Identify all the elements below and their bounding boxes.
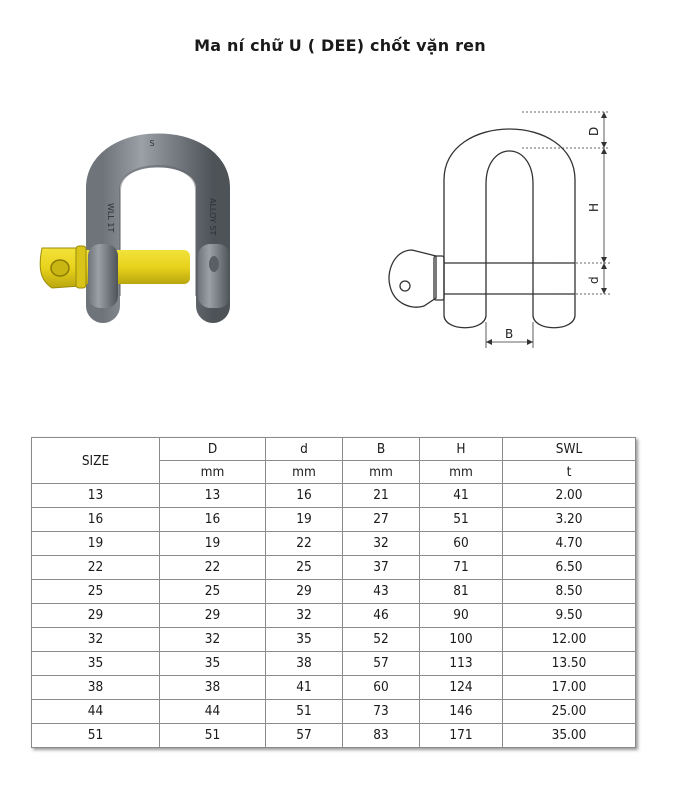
cell-SWL: 25.00 xyxy=(503,700,636,724)
cell-H: 90 xyxy=(420,604,503,628)
cell-D: 25 xyxy=(160,580,266,604)
table-row xyxy=(32,484,636,508)
header-SWL: SWL xyxy=(503,438,636,461)
cell-B: 27 xyxy=(343,508,420,532)
cell-SWL: 4.70 xyxy=(503,532,636,556)
table-row xyxy=(32,508,636,532)
header-size: SIZE xyxy=(32,438,160,484)
cell-d: 32 xyxy=(266,604,343,628)
table-row xyxy=(32,580,636,604)
cell-H: 41 xyxy=(420,484,503,508)
page-title: Ma ní chữ U ( DEE) chốt vặn ren xyxy=(194,36,486,55)
cell-size: 44 xyxy=(32,700,160,724)
cell-size: 35 xyxy=(32,652,160,676)
cell-D: 22 xyxy=(160,556,266,580)
dim-label-d: d xyxy=(587,276,601,284)
cell-D: 29 xyxy=(160,604,266,628)
cell-SWL: 17.00 xyxy=(503,676,636,700)
cell-H: 81 xyxy=(420,580,503,604)
cell-d: 22 xyxy=(266,532,343,556)
cell-D: 38 xyxy=(160,676,266,700)
cell-size: 22 xyxy=(32,556,160,580)
cell-D: 19 xyxy=(160,532,266,556)
cell-H: 71 xyxy=(420,556,503,580)
cell-B: 37 xyxy=(343,556,420,580)
cell-D: 51 xyxy=(160,724,266,748)
cell-H: 51 xyxy=(420,508,503,532)
header-D: D xyxy=(160,438,266,461)
cell-d: 35 xyxy=(266,628,343,652)
cell-SWL: 12.00 xyxy=(503,628,636,652)
cell-d: 19 xyxy=(266,508,343,532)
cell-D: 16 xyxy=(160,508,266,532)
bow-mark-right: ALLOY 5T xyxy=(208,198,217,236)
table-row xyxy=(32,700,636,724)
table-row xyxy=(32,652,636,676)
specification-table xyxy=(31,437,636,748)
dim-label-D: D xyxy=(587,126,601,136)
cell-B: 43 xyxy=(343,580,420,604)
table-row xyxy=(32,532,636,556)
table-row xyxy=(32,628,636,652)
cell-H: 124 xyxy=(420,676,503,700)
unit-B: mm xyxy=(343,461,420,484)
cell-H: 171 xyxy=(420,724,503,748)
table-row xyxy=(32,724,636,748)
cell-size: 19 xyxy=(32,532,160,556)
cell-B: 52 xyxy=(343,628,420,652)
cell-size: 29 xyxy=(32,604,160,628)
cell-size: 51 xyxy=(32,724,160,748)
cell-size: 16 xyxy=(32,508,160,532)
cell-H: 113 xyxy=(420,652,503,676)
cell-d: 29 xyxy=(266,580,343,604)
unit-D: mm xyxy=(160,461,266,484)
cell-SWL: 35.00 xyxy=(503,724,636,748)
cell-B: 60 xyxy=(343,676,420,700)
cell-H: 100 xyxy=(420,628,503,652)
unit-H: mm xyxy=(420,461,503,484)
header-H: H xyxy=(420,438,503,461)
cell-B: 57 xyxy=(343,652,420,676)
bow-mark-left: WLL 1T xyxy=(106,203,115,233)
cell-d: 51 xyxy=(266,700,343,724)
cell-SWL: 8.50 xyxy=(503,580,636,604)
table-row xyxy=(32,604,636,628)
shackle-dimension-drawing xyxy=(372,100,622,370)
cell-B: 73 xyxy=(343,700,420,724)
header-d: d xyxy=(266,438,343,461)
table-row xyxy=(32,676,636,700)
cell-B: 83 xyxy=(343,724,420,748)
table-header-row xyxy=(32,438,636,461)
cell-d: 57 xyxy=(266,724,343,748)
bow-mark-s: S xyxy=(149,139,155,148)
cell-d: 41 xyxy=(266,676,343,700)
cell-B: 21 xyxy=(343,484,420,508)
cell-H: 146 xyxy=(420,700,503,724)
header-B: B xyxy=(343,438,420,461)
cell-SWL: 2.00 xyxy=(503,484,636,508)
cell-d: 16 xyxy=(266,484,343,508)
dim-label-H: H xyxy=(587,202,601,212)
cell-SWL: 13.50 xyxy=(503,652,636,676)
cell-d: 25 xyxy=(266,556,343,580)
cell-SWL: 6.50 xyxy=(503,556,636,580)
cell-D: 35 xyxy=(160,652,266,676)
table-body xyxy=(32,484,636,748)
table-row xyxy=(32,556,636,580)
cell-D: 32 xyxy=(160,628,266,652)
unit-d: mm xyxy=(266,461,343,484)
cell-H: 60 xyxy=(420,532,503,556)
cell-size: 32 xyxy=(32,628,160,652)
cell-size: 25 xyxy=(32,580,160,604)
cell-D: 44 xyxy=(160,700,266,724)
cell-D: 13 xyxy=(160,484,266,508)
cell-d: 38 xyxy=(266,652,343,676)
shackle-photo xyxy=(28,118,238,338)
unit-SWL: t xyxy=(503,461,636,484)
cell-SWL: 9.50 xyxy=(503,604,636,628)
cell-size: 13 xyxy=(32,484,160,508)
cell-size: 38 xyxy=(32,676,160,700)
dim-label-B: B xyxy=(505,327,514,341)
cell-B: 32 xyxy=(343,532,420,556)
cell-B: 46 xyxy=(343,604,420,628)
cell-SWL: 3.20 xyxy=(503,508,636,532)
